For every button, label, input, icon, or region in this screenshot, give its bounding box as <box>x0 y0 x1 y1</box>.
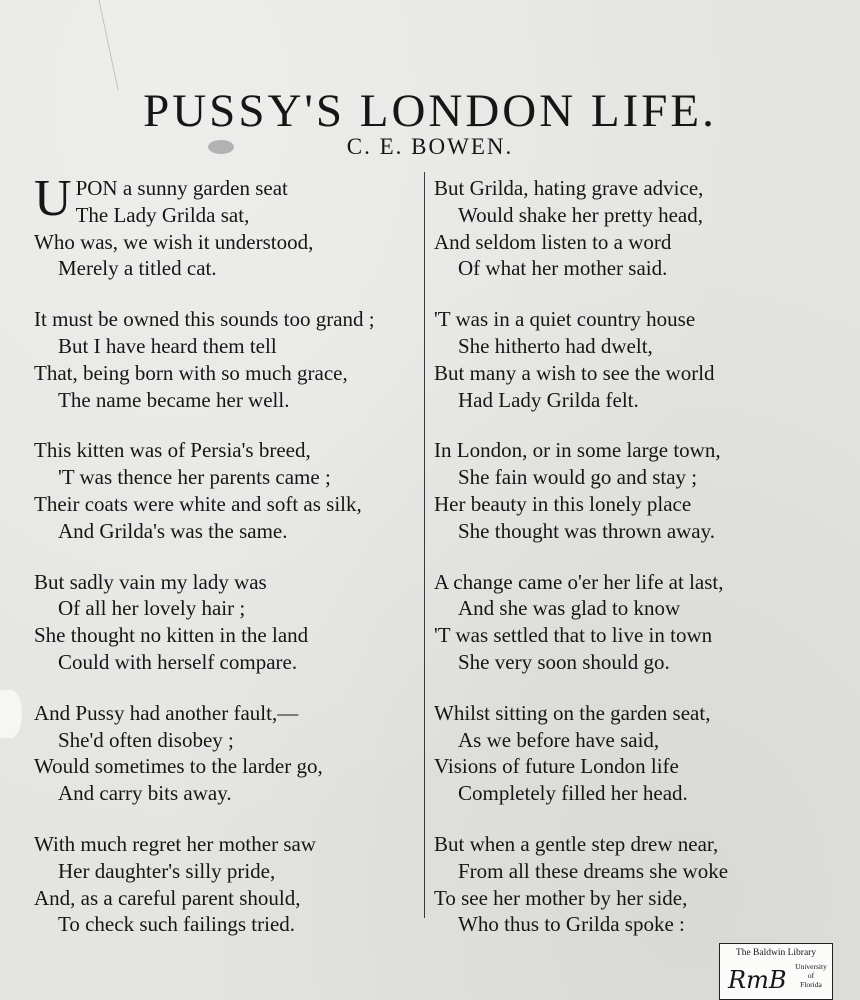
poem-line: But sadly vain my lady was <box>34 569 267 594</box>
stanza <box>434 831 834 938</box>
poem-line: From all these dreams she woke <box>458 858 729 883</box>
poem-line: As we before have said, <box>458 727 660 752</box>
poem-line: To see her mother by her side, <box>434 885 688 910</box>
paper-tear <box>0 690 22 738</box>
poem-line: And Grilda's was the same. <box>58 518 288 543</box>
column-divider <box>424 172 425 918</box>
poem-line: Her beauty in this lonely place <box>434 491 692 516</box>
stanza <box>34 306 434 413</box>
stamp-institution <box>790 962 832 989</box>
poem-line: And she was glad to know <box>458 596 681 621</box>
poem-line: Would shake her pretty head, <box>458 202 703 227</box>
poem-line: To check such failings tried. <box>58 912 296 937</box>
poem-line: This kitten was of Persia's breed, <box>34 438 311 463</box>
poem-line: Who was, we wish it understood, <box>34 229 314 254</box>
stanza <box>434 700 834 807</box>
stamp-logo: RmB <box>728 966 787 994</box>
stamp-institution-line: Florida <box>800 980 822 989</box>
poem-line: And Pussy had another fault,— <box>34 700 299 725</box>
drop-cap: U <box>34 170 72 227</box>
poem-right-column <box>434 175 834 962</box>
poem-author: C. E. BOWEN. <box>346 134 514 159</box>
poem-line: She thought was thrown away. <box>458 518 716 543</box>
poem-line: And seldom listen to a word <box>434 229 672 254</box>
paper-crease <box>98 0 158 90</box>
poem-line: And, as a careful parent should, <box>34 885 301 910</box>
poem-line: 'T was settled that to live in town <box>434 623 713 648</box>
stanza <box>34 700 434 807</box>
poem-line: And carry bits away. <box>58 781 232 806</box>
poem-line: 'T was thence her parents came ; <box>58 465 331 490</box>
poem-line: But many a wish to see the world <box>434 360 715 385</box>
stanza <box>34 437 434 544</box>
poem-line: Could with herself compare. <box>58 649 298 674</box>
poem-line: The Lady Grilda sat, <box>75 202 250 227</box>
poem-line: Had Lady Grilda felt. <box>458 387 639 412</box>
stanza <box>434 175 834 282</box>
poem-line: She very soon should go. <box>458 649 670 674</box>
poem-line: Whilst sitting on the garden seat, <box>434 700 711 725</box>
poem-title: PUSSY'S LONDON LIFE. <box>143 85 717 137</box>
poem-line: She fain would go and stay ; <box>458 465 698 490</box>
poem-line: She hitherto had dwelt, <box>458 333 653 358</box>
poem-line: It must be owned this sounds too grand ; <box>34 307 375 332</box>
stamp-library-name: The Baldwin Library <box>735 948 817 958</box>
poem-line: But I have heard them tell <box>58 333 277 358</box>
poem-line: In London, or in some large town, <box>434 438 721 463</box>
library-stamp <box>719 943 833 1000</box>
poem-line: Of all her lovely hair ; <box>58 596 246 621</box>
stanza <box>434 437 834 544</box>
poem-line: Would sometimes to the larder go, <box>34 754 323 779</box>
poem-line: Completely filled her head. <box>458 781 688 806</box>
stanza <box>34 831 434 938</box>
poem-line: She'd often disobey ; <box>58 727 234 752</box>
poem-line: A change came o'er her life at last, <box>434 569 724 594</box>
stanza <box>434 569 834 676</box>
stanza <box>434 306 834 413</box>
stamp-institution-line: of <box>807 971 815 980</box>
poem-line: She thought no kitten in the land <box>34 623 309 648</box>
poem-line: Their coats were white and soft as silk, <box>34 491 362 516</box>
poem-line: Her daughter's silly pride, <box>58 858 276 883</box>
poem-line: With much regret her mother saw <box>34 831 316 856</box>
poem-line: Merely a titled cat. <box>58 256 217 281</box>
poem-line: PON a sunny garden seat <box>75 176 288 200</box>
poem-line: Visions of future London life <box>434 754 679 779</box>
poem-line: But when a gentle step drew near, <box>434 831 719 856</box>
poem-line: But Grilda, hating grave advice, <box>434 176 704 200</box>
poem-line: That, being born with so much grace, <box>34 360 348 385</box>
poem-line: 'T was in a quiet country house <box>434 307 696 332</box>
poem-left-column <box>34 170 434 962</box>
poem-line: Who thus to Grilda spoke : <box>458 912 685 937</box>
stanza <box>34 170 434 282</box>
stamp-institution-line: University <box>795 962 827 971</box>
poem-line: The name became her well. <box>58 387 290 412</box>
stanza <box>34 569 434 676</box>
poem-line: Of what her mother said. <box>458 256 668 281</box>
